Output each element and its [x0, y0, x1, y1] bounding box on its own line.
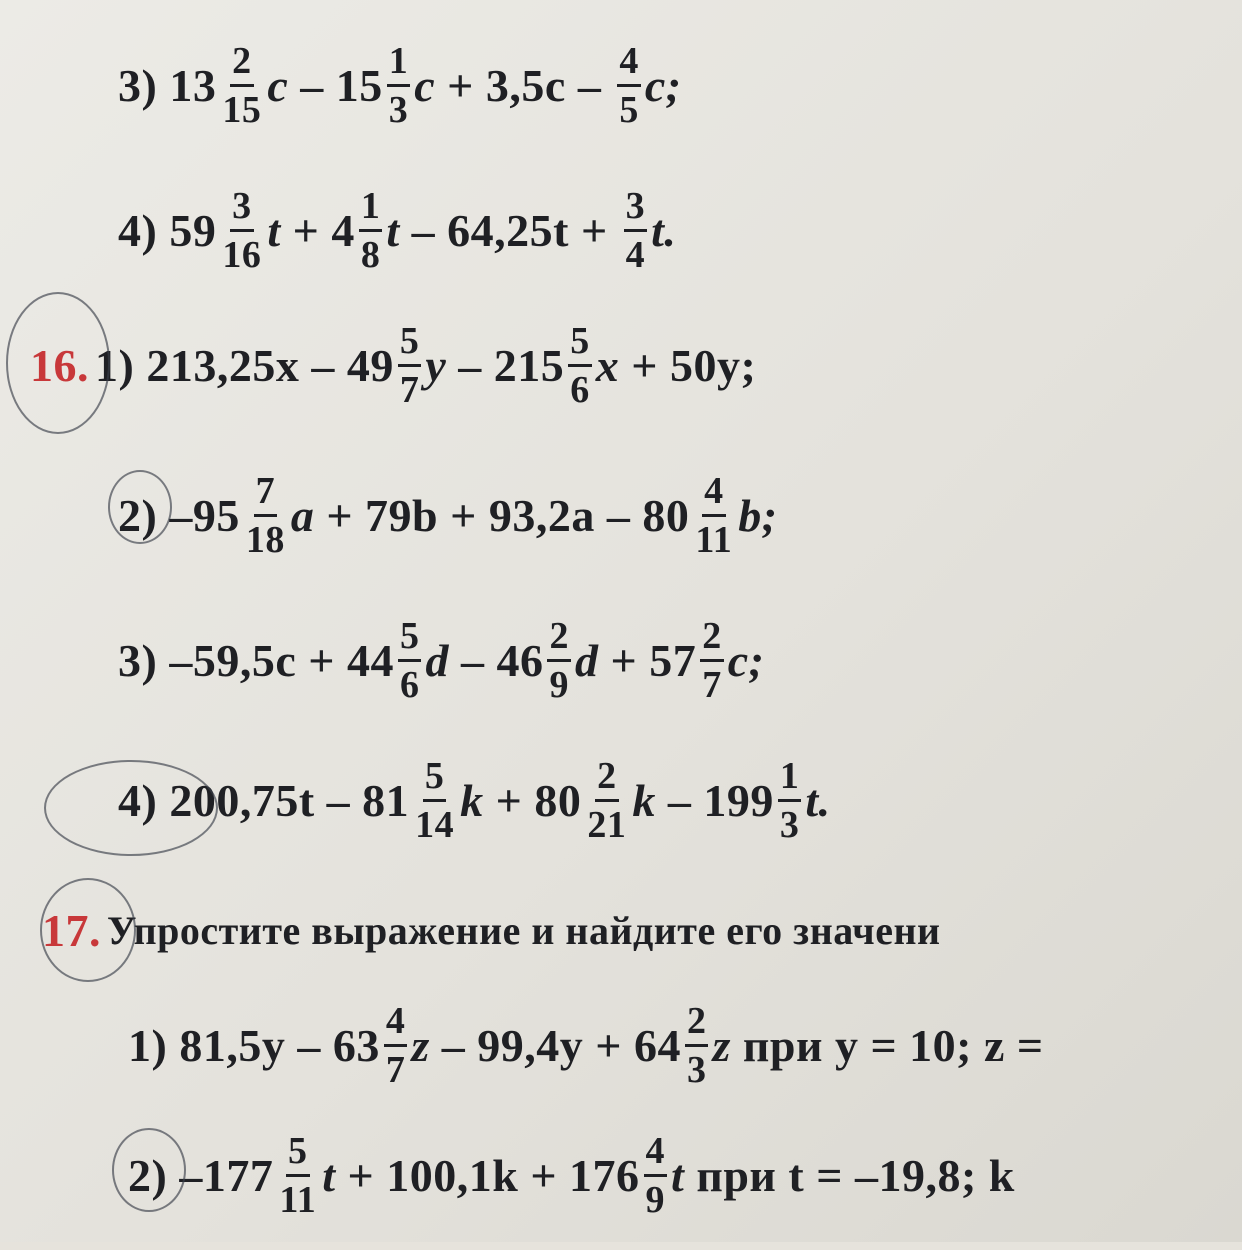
- variable: d: [425, 634, 449, 686]
- item-label: 1): [95, 339, 135, 391]
- fraction: $\frac{7}{18}$: [245, 469, 285, 561]
- fraction: $\frac{1}{3}$: [388, 39, 409, 131]
- operator: +: [308, 634, 335, 686]
- operator: +: [326, 489, 354, 541]
- term: 213,25x: [146, 339, 300, 391]
- pencil-circle-16: [6, 292, 110, 434]
- condition-text: при y = 10; z =: [742, 1019, 1044, 1071]
- whole-part: 4: [331, 204, 355, 256]
- whole-part: 199: [703, 774, 774, 826]
- pencil-circle-17: [40, 878, 136, 982]
- operator: –: [411, 204, 436, 256]
- whole-part: 59: [169, 204, 217, 256]
- variable: k: [632, 774, 656, 826]
- pencil-circle-16-2: [108, 470, 172, 544]
- operator: +: [347, 1149, 375, 1201]
- item-label: 1): [128, 1019, 168, 1071]
- term: –59,5c: [169, 634, 297, 686]
- variable: z: [411, 1019, 430, 1071]
- exercise-number: 16.: [30, 339, 89, 391]
- fraction: $\frac{5}{6}$: [570, 319, 590, 411]
- fraction: $\frac{5}{11}$: [279, 1129, 317, 1221]
- operator: –: [667, 774, 692, 826]
- term: 3,5c: [485, 59, 566, 111]
- fraction: $\frac{2}{21}$: [587, 754, 627, 846]
- fraction: $\frac{5}{7}$: [399, 319, 420, 411]
- operator: +: [580, 204, 608, 256]
- variable: c: [414, 59, 436, 111]
- operator: –: [300, 59, 324, 111]
- pencil-circle-17-2: [112, 1128, 186, 1212]
- variable: y: [425, 339, 447, 391]
- operator: +: [450, 489, 477, 541]
- whole-part: 46: [496, 634, 544, 686]
- operator: +: [631, 339, 658, 391]
- whole-part: 57: [649, 634, 697, 686]
- variable: t: [386, 204, 400, 256]
- term: 93,2a: [488, 489, 595, 541]
- fraction: $\frac{3}{4}$: [625, 184, 646, 276]
- whole-part: –177: [179, 1149, 274, 1201]
- whole-part: –95: [169, 489, 240, 541]
- exercise-17-item-1: [128, 970, 1044, 1120]
- variable: t: [322, 1149, 336, 1201]
- variable: c;: [644, 59, 682, 111]
- condition-text: при t = –19,8; k: [696, 1149, 1015, 1201]
- whole-part: 49: [346, 339, 394, 391]
- operator: +: [292, 204, 320, 256]
- variable: b;: [738, 489, 778, 541]
- fraction: $\frac{2}{9}$: [549, 614, 569, 706]
- fraction: $\frac{2}{7}$: [702, 614, 722, 706]
- whole-part: 13: [169, 59, 217, 111]
- variable: z: [712, 1019, 731, 1071]
- item-label: 2): [118, 489, 158, 541]
- variable: t: [267, 204, 281, 256]
- exercise-number: 17.: [42, 904, 101, 956]
- variable: a: [290, 489, 315, 541]
- operator: –: [460, 634, 485, 686]
- term: 79b: [365, 489, 439, 541]
- operator: +: [610, 634, 638, 686]
- item-label: 3): [118, 634, 158, 686]
- operator: –: [441, 1019, 466, 1071]
- exercise-title: Упростите выражение и найдите его значени: [107, 907, 941, 953]
- exercise-15-item-3: [118, 10, 682, 160]
- exercise-16-item-3: [118, 585, 764, 735]
- term: 50y;: [669, 339, 757, 391]
- variable: c;: [727, 634, 765, 686]
- variable: t: [671, 1149, 685, 1201]
- fraction: $\frac{4}{11}$: [695, 469, 733, 561]
- whole-part: 80: [642, 489, 690, 541]
- fraction: $\frac{1}{3}$: [779, 754, 800, 846]
- variable: c: [267, 59, 289, 111]
- fraction: $\frac{3}{16}$: [222, 184, 262, 276]
- exercise-16-item-1: [30, 290, 756, 440]
- fraction: $\frac{5}{6}$: [399, 614, 420, 706]
- whole-part: 44: [346, 634, 394, 686]
- fraction: $\frac{4}{9}$: [645, 1129, 666, 1221]
- item-label: 4): [118, 774, 158, 826]
- whole-part: 15: [335, 59, 383, 111]
- exercise-15-item-4: [118, 155, 676, 305]
- fraction: $\frac{2}{15}$: [222, 39, 262, 131]
- item-label: 4): [118, 204, 158, 256]
- term: 100,1k: [386, 1149, 519, 1201]
- variable: d: [574, 634, 599, 686]
- term: 200,75t: [169, 774, 315, 826]
- exercise-17-item-2: [128, 1100, 1015, 1250]
- variable: x: [595, 339, 620, 391]
- exercise-16-item-2: [118, 440, 778, 590]
- variable: k: [460, 774, 484, 826]
- whole-part: 215: [493, 339, 565, 391]
- operator: –: [458, 339, 482, 391]
- whole-part: 80: [534, 774, 582, 826]
- term: 81,5y: [179, 1019, 286, 1071]
- whole-part: 81: [362, 774, 410, 826]
- whole-part: 176: [569, 1149, 640, 1201]
- whole-part: 63: [332, 1019, 380, 1071]
- operator: –: [326, 774, 351, 826]
- item-label: 2): [128, 1149, 168, 1201]
- fraction: $\frac{1}{8}$: [360, 184, 381, 276]
- fraction: $\frac{4}{5}$: [619, 39, 639, 131]
- item-label: 3): [118, 59, 158, 111]
- operator: +: [447, 59, 474, 111]
- operator: –: [606, 489, 631, 541]
- operator: +: [530, 1149, 558, 1201]
- variable: t.: [651, 204, 677, 256]
- operator: +: [495, 774, 523, 826]
- operator: +: [595, 1019, 622, 1071]
- fraction: $\frac{5}{14}$: [415, 754, 455, 846]
- operator: –: [311, 339, 335, 391]
- pencil-circle-16-4: [44, 760, 218, 856]
- exercise-16-item-4: [118, 725, 831, 875]
- variable: t.: [805, 774, 831, 826]
- fraction: $\frac{4}{7}$: [385, 999, 406, 1091]
- term: 99,4y: [477, 1019, 584, 1071]
- whole-part: 64: [633, 1019, 681, 1071]
- operator: –: [297, 1019, 321, 1071]
- term: 64,25t: [447, 204, 569, 256]
- operator: –: [577, 59, 602, 111]
- fraction: $\frac{2}{3}$: [686, 999, 707, 1091]
